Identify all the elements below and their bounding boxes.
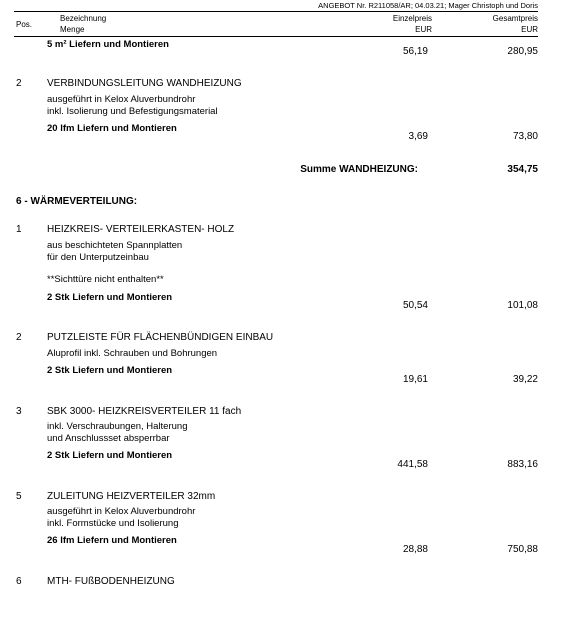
item-total-price: 101,08 — [507, 300, 538, 311]
item-quantity: 2 Stk Liefern und Montieren — [47, 292, 173, 303]
sum-label: Summe WANDHEIZUNG: — [300, 164, 418, 175]
item-total-price: 73,80 — [512, 131, 538, 142]
item-position: 6 — [16, 576, 22, 587]
col-header-einzelpreis: Einzelpreis — [392, 14, 432, 23]
item-position: 2 — [16, 78, 22, 89]
item-description-line: und Anschlussset absperrbar — [47, 433, 170, 444]
item-description-line: für den Unterputzeinbau — [47, 252, 149, 263]
col-header-gesamtpreis-unit: EUR — [521, 25, 538, 34]
item-position: 2 — [16, 332, 22, 343]
item-quantity: 26 lfm Liefern und Montieren — [47, 535, 177, 546]
header-rule-top — [14, 11, 538, 12]
item-position: 5 — [16, 491, 22, 502]
item-unit-price: 3,69 — [408, 131, 428, 142]
item-unit-price: 50,54 — [402, 300, 428, 311]
item-unit-price: 19,61 — [402, 374, 428, 385]
item-description-line: inkl. Verschraubungen, Halterung — [47, 421, 188, 432]
section-title: 6 - WÄRMEVERTEILUNG: — [16, 196, 138, 207]
item-title: SBK 3000- HEIZKREISVERTEILER 11 fach — [47, 406, 242, 417]
sum-value: 354,75 — [507, 164, 538, 175]
item-quantity: 2 Stk Liefern und Montieren — [47, 450, 173, 461]
item-description-line: Aluprofil inkl. Schrauben und Bohrungen — [47, 348, 218, 359]
item-title: PUTZLEISTE FÜR FLÄCHENBÜNDIGEN EINBAU — [47, 332, 274, 343]
col-header-einzelpreis-unit: EUR — [415, 25, 432, 34]
document-header: ANGEBOT Nr. R211058/AR; 04.03.21; Mager Christoph und Doris — [318, 1, 538, 10]
item-note: **Sichttüre nicht enthalten** — [47, 274, 164, 285]
item-title: VERBINDUNGSLEITUNG WANDHEIZUNG — [47, 78, 242, 89]
item-total-price: 750,88 — [507, 544, 538, 555]
item-description-line: inkl. Isolierung und Befestigungsmaterial — [47, 106, 218, 117]
col-header-gesamtpreis: Gesamtpreis — [492, 14, 538, 23]
item-description-line: ausgeführt in Kelox Aluverbundrohr — [47, 94, 196, 105]
item-quantity: 5 m² Liefern und Montieren — [47, 39, 169, 50]
item-total-price: 39,22 — [512, 374, 538, 385]
item-unit-price: 441,58 — [397, 459, 428, 470]
header-rule-bottom — [14, 36, 538, 37]
item-title: HEIZKREIS- VERTEILERKASTEN- HOLZ — [47, 224, 235, 235]
col-header-menge: Menge — [60, 25, 85, 34]
item-position: 3 — [16, 406, 22, 417]
item-title: ZULEITUNG HEIZVERTEILER 32mm — [47, 491, 216, 502]
item-unit-price: 56,19 — [402, 46, 428, 57]
item-quantity: 20 lfm Liefern und Montieren — [47, 123, 177, 134]
col-header-pos: Pos. — [16, 20, 33, 29]
item-description-line: aus beschichteten Spannplatten — [47, 240, 183, 251]
item-description-line: inkl. Formstücke und Isolierung — [47, 518, 179, 529]
item-total-price: 883,16 — [507, 459, 538, 470]
item-title: MTH- FUßBODENHEIZUNG — [47, 576, 175, 587]
item-quantity: 2 Stk Liefern und Montieren — [47, 365, 173, 376]
item-description-line: ausgeführt in Kelox Aluverbundrohr — [47, 506, 196, 517]
item-unit-price: 28,88 — [402, 544, 428, 555]
item-total-price: 280,95 — [507, 46, 538, 57]
col-header-bezeichnung: Bezeichnung — [60, 14, 107, 23]
item-position: 1 — [16, 224, 22, 235]
